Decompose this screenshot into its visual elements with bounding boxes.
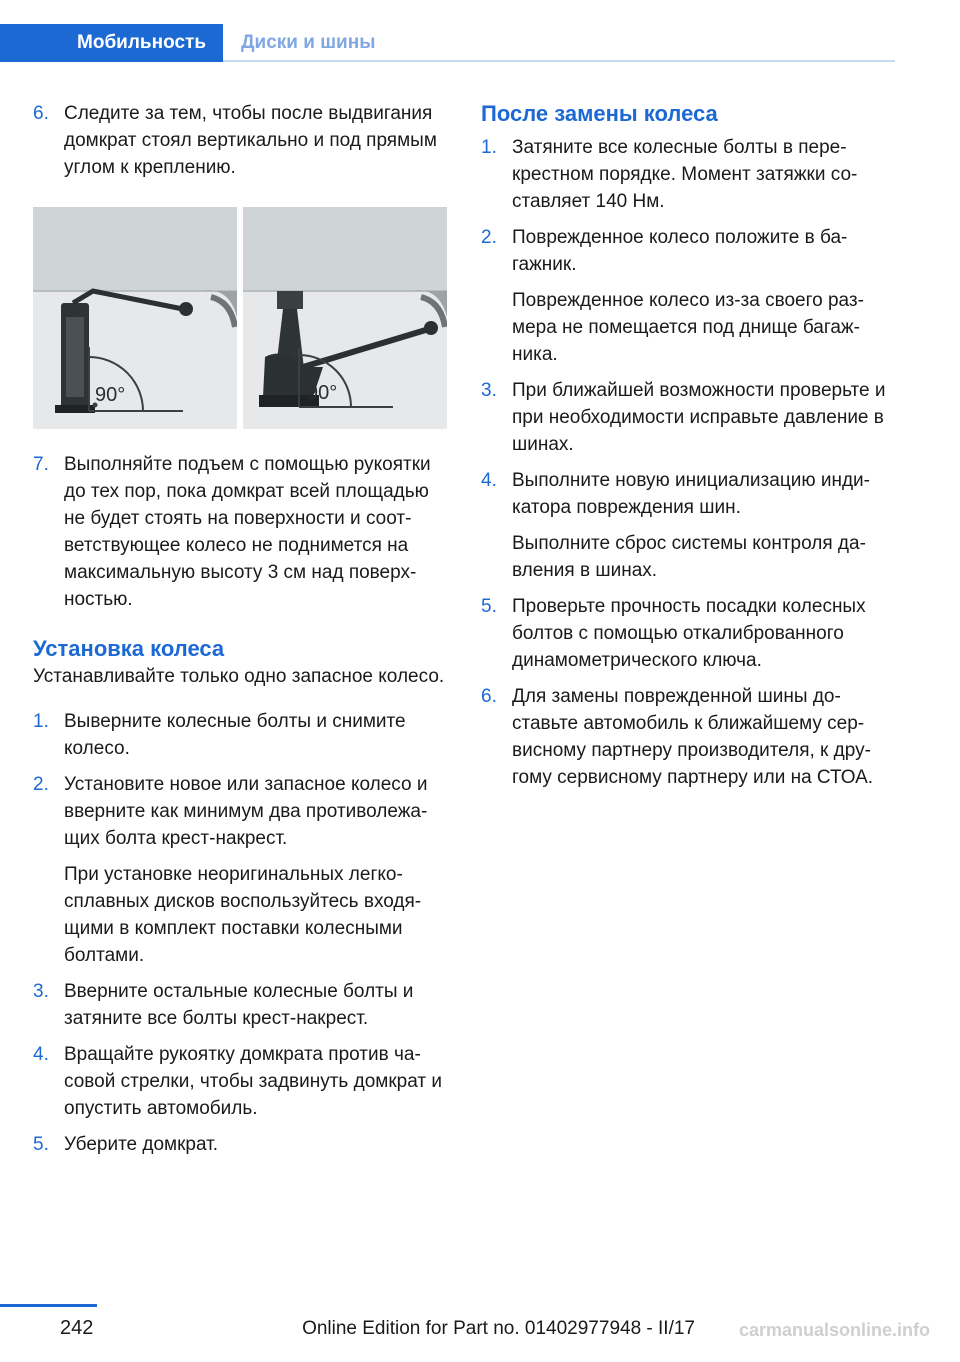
item-text: Уберите домкрат. — [64, 1134, 219, 1155]
watermark: carmanualsonline.info — [738, 1320, 930, 1340]
angle-label: 90° — [307, 382, 338, 404]
list-item — [33, 708, 451, 762]
edition-label: Online Edition for Part no. 01402977948 - II/17 — [302, 1318, 695, 1339]
jack-left-photo — [33, 207, 237, 429]
tab-wheels-tires[interactable]: Диски и шины — [241, 32, 376, 53]
list-item — [33, 1041, 451, 1122]
section-heading: После замены колеса — [481, 101, 718, 126]
item-text: Вверните остальные колесные болты и затяните все болты крест-накрест. — [64, 981, 414, 1029]
item-note: Выполните сброс системы контроля давления в шинах. — [512, 533, 866, 581]
item-number: 2. — [33, 774, 49, 795]
item-text: Для замены поврежденной шины доставьте автомобиль к ближайшему сервисному партнеру производителя, к другому сервисному партнеру или на СТОА. — [512, 686, 874, 788]
item-number: 6. — [33, 103, 49, 124]
section-heading: Установка колеса — [33, 636, 225, 661]
item-number: 3. — [33, 981, 49, 1002]
left-column — [33, 100, 451, 1158]
tab-mobility[interactable]: Мобильность — [0, 24, 223, 62]
list-item — [481, 224, 899, 368]
list-item — [33, 451, 451, 613]
header-divider — [223, 60, 895, 62]
item-text: Вращайте рукоятку домкрата против часовой стрелки, чтобы задвинуть домкрат и опустить автомобиль. — [64, 1044, 442, 1119]
list-item — [33, 1131, 451, 1158]
item-number: 1. — [481, 137, 497, 158]
list-item — [481, 683, 899, 791]
item-number: 5. — [33, 1134, 49, 1155]
item-number: 6. — [481, 686, 497, 707]
item-number: 4. — [33, 1044, 49, 1065]
jack-right-photo — [243, 207, 447, 429]
list-item — [33, 771, 451, 969]
item-number: 4. — [481, 470, 497, 491]
item-number: 2. — [481, 227, 497, 248]
list-item — [33, 100, 451, 181]
jack-illustration — [33, 207, 447, 429]
item-text: Проверьте прочность посадки колесных болтов с помощью откалиброванного динамометрического ключа. — [512, 596, 866, 671]
item-text: При ближайшей возможности проверьте и при необходимости исправьте давление в шинах. — [512, 380, 886, 455]
item-text: Затяните все колесные болты в перекрестном порядке. Момент затяжки составляет 140 Нм. — [512, 137, 858, 212]
item-text: Поврежденное колесо положите в багажник. — [512, 227, 848, 275]
list-item — [481, 593, 899, 674]
item-text: Установите новое или запасное колесо и вверните как минимум два противолежащих болта крест-накрест. — [64, 774, 428, 849]
angle-label: 90° — [95, 384, 126, 406]
list-item — [481, 467, 899, 584]
item-number: 7. — [33, 454, 49, 475]
page-number: 242 — [60, 1317, 94, 1339]
item-note: При установке неоригинальных легкосплавных дисков воспользуйтесь входящими в комплект поставки колесными болтами. — [64, 864, 422, 966]
list-item — [481, 377, 899, 458]
page-header — [0, 0, 960, 62]
item-number: 5. — [481, 596, 497, 617]
item-number: 1. — [33, 711, 49, 732]
right-column — [481, 100, 899, 791]
item-text: Выполняйте подъем с помощью рукоятки до тех пор, пока домкрат всей площадью не будет стоять на поверхности и соответствующее колесо не поднимется на максимальную высоту 3 см над поверхностью. — [64, 454, 431, 610]
list-item — [33, 978, 451, 1032]
item-number: 3. — [481, 380, 497, 401]
section-intro: Устанавливайте только одно запасное колесо. — [33, 666, 445, 687]
item-text: Выверните колесные болты и снимите колесо. — [64, 711, 406, 759]
item-note: Поврежденное колесо из-за своего размера не помещается под днище багажника. — [512, 290, 864, 365]
item-text: Выполните новую инициализацию индикатора повреждения шин. — [512, 470, 870, 518]
footer-rule — [0, 1304, 97, 1307]
item-text: Следите за тем, чтобы после выдвигания домкрат стоял вертикально и под прямым углом к креплению. — [64, 103, 437, 178]
list-item — [481, 134, 899, 215]
